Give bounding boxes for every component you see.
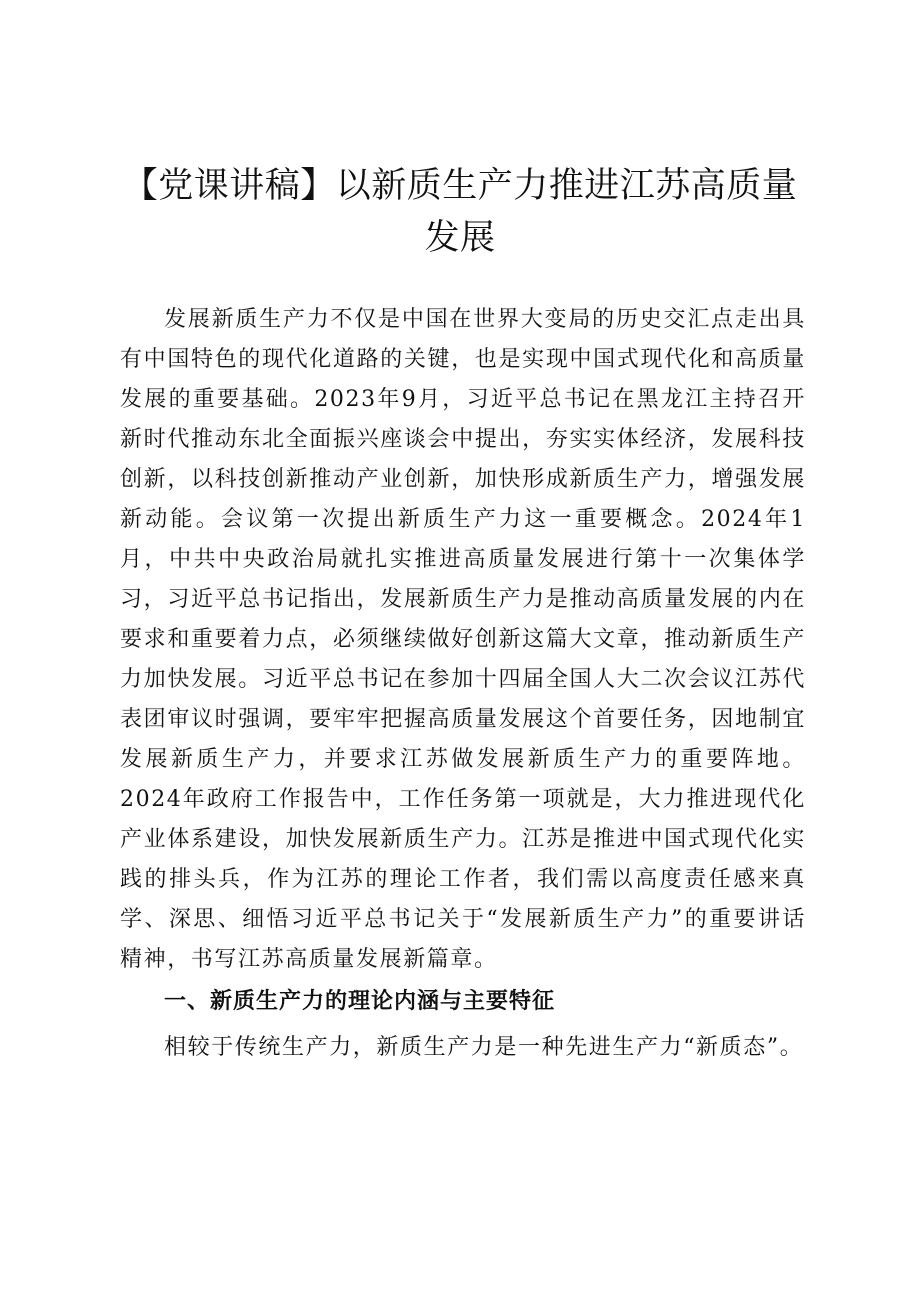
section-heading: 一、新质生产力的理论内涵与主要特征	[164, 989, 556, 1014]
section-paragraph: 相较于传统生产力，新质生产力是一种先进生产力“新质态”。	[164, 1035, 804, 1060]
document-title: 【党课讲稿】以新质生产力推进江苏高质量发展	[122, 166, 798, 258]
intro-paragraph: 发展新质生产力不仅是中国在世界大变局的历史交汇点走出具有中国特色的现代化道路的关键，也是实现中国式现代化和高质量发展的重要基础。2023年9月，习近平总书记在黑龙江主持召开新时代推动东北全面振兴座谈会中提出，夯实实体经济，发展科技创新，以科技创新推动产业创新，加快形成新质生产力，增强发展新动能。会议第一次提出新质生产力这一重要概念。2024年1月，中共中央政治局就扎实推进高质量发展进行第十一次集体学习，习近平总书记指出，发展新质生产力是推动高质量发展的内在要求和重要着力点，必须继续做好创新这篇大文章，推动新质生产力加快发展。习近平总书记在参加十四届全国人大二次会议江苏代表团审议时强调，要牢牢把握高质量发展这个首要任务，因地制宜发展新质生产力，并要求江苏做发展新质生产力的重要阵地。2024年政府工作报告中，工作任务第一项就是，大力推进现代化产业体系建设，加快发展新质生产力。江苏是推进中国式现代化实践的排头兵，作为江苏的理论工作者，我们需以高度责任感来真学、深思、细悟习近平总书记关于“发展新质生产力”的重要讲话精神，书写江苏高质量发展新篇章。	[120, 307, 806, 972]
document-body	[120, 300, 806, 1068]
